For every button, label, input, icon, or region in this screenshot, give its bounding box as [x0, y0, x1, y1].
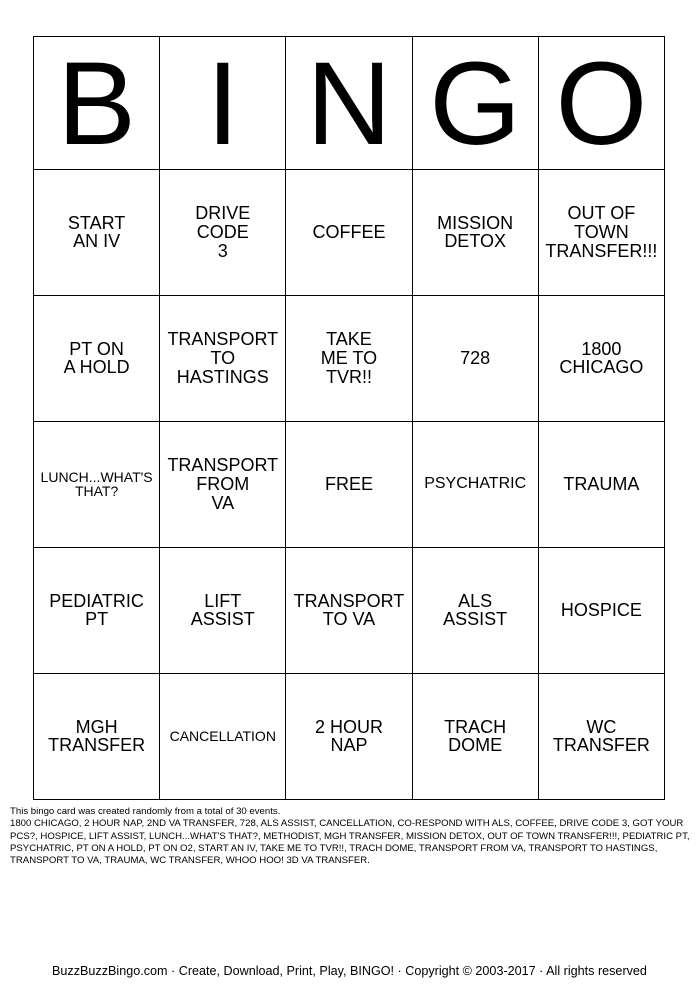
bingo-cell: MGH TRANSFER	[34, 673, 160, 799]
bingo-cell: TRANSPORT TO VA	[286, 547, 412, 673]
header-letter-n: N	[286, 37, 412, 170]
bingo-card	[33, 36, 665, 800]
bingo-cell: START AN IV	[34, 169, 160, 295]
bingo-cell: CANCELLATION	[160, 673, 286, 799]
bingo-cell: TRANSPORT FROM VA	[160, 421, 286, 547]
bingo-cell: DRIVE CODE 3	[160, 169, 286, 295]
grid-row-4	[34, 547, 665, 673]
events-note-list: 1800 CHICAGO, 2 HOUR NAP, 2ND VA TRANSFER, 728, ALS ASSIST, CANCELLATION, CO-RESPOND WITH ALS, COFFEE, DRIVE CODE 3, GOT YOUR PCS?, HOSPICE, LIFT ASSIST, LUNCH...WHAT'S THAT?, METHODIST, MGH TRANSFER, MISSION DETOX, OUT OF TOWN TRANSFER!!!, PEDIATRIC PT, PSYCHATRIC, PT ON A HOLD, PT ON O2, START AN IV, TAKE ME TO TVR!!, TRACH DOME, TRANSPORT FROM VA, TRANSPORT TO HASTINGS, TRANSPORT TO VA, TRAUMA, WC TRANSFER, WHOO HOO! 3D VA TRANSFER.	[10, 818, 690, 867]
events-note	[10, 806, 690, 867]
grid-row-1	[34, 169, 665, 295]
bingo-cell: LUNCH...WHAT'S THAT?	[34, 421, 160, 547]
grid-row-5	[34, 673, 665, 799]
bingo-cell: HOSPICE	[538, 547, 664, 673]
bingo-cell: LIFT ASSIST	[160, 547, 286, 673]
header-letter-g: G	[412, 37, 538, 170]
grid-row-2	[34, 295, 665, 421]
header-letter-i: I	[160, 37, 286, 170]
free-space-cell: FREE	[286, 421, 412, 547]
bingo-cell: 728	[412, 295, 538, 421]
footer-copyright: BuzzBuzzBingo.com · Create, Download, Print, Play, BINGO! · Copyright © 2003-2017 · All rights reserved	[52, 964, 647, 978]
header-row	[34, 37, 665, 170]
bingo-cell: TRANSPORT TO HASTINGS	[160, 295, 286, 421]
bingo-cell: 2 HOUR NAP	[286, 673, 412, 799]
header-letter-o: O	[538, 37, 664, 170]
bingo-cell: TAKE ME TO TVR!!	[286, 295, 412, 421]
bingo-cell: COFFEE	[286, 169, 412, 295]
bingo-cell: MISSION DETOX	[412, 169, 538, 295]
bingo-cell: PT ON A HOLD	[34, 295, 160, 421]
grid-row-3	[34, 421, 665, 547]
bingo-cell: TRAUMA	[538, 421, 664, 547]
bingo-cell: PSYCHATRIC	[412, 421, 538, 547]
bingo-cell: TRACH DOME	[412, 673, 538, 799]
header-letter-b: B	[34, 37, 160, 170]
bingo-cell: PEDIATRIC PT	[34, 547, 160, 673]
bingo-cell: WC TRANSFER	[538, 673, 664, 799]
events-note-intro: This bingo card was created randomly from a total of 30 events.	[10, 806, 281, 817]
bingo-cell: 1800 CHICAGO	[538, 295, 664, 421]
bingo-cell: OUT OF TOWN TRANSFER!!!	[538, 169, 664, 295]
bingo-cell: ALS ASSIST	[412, 547, 538, 673]
